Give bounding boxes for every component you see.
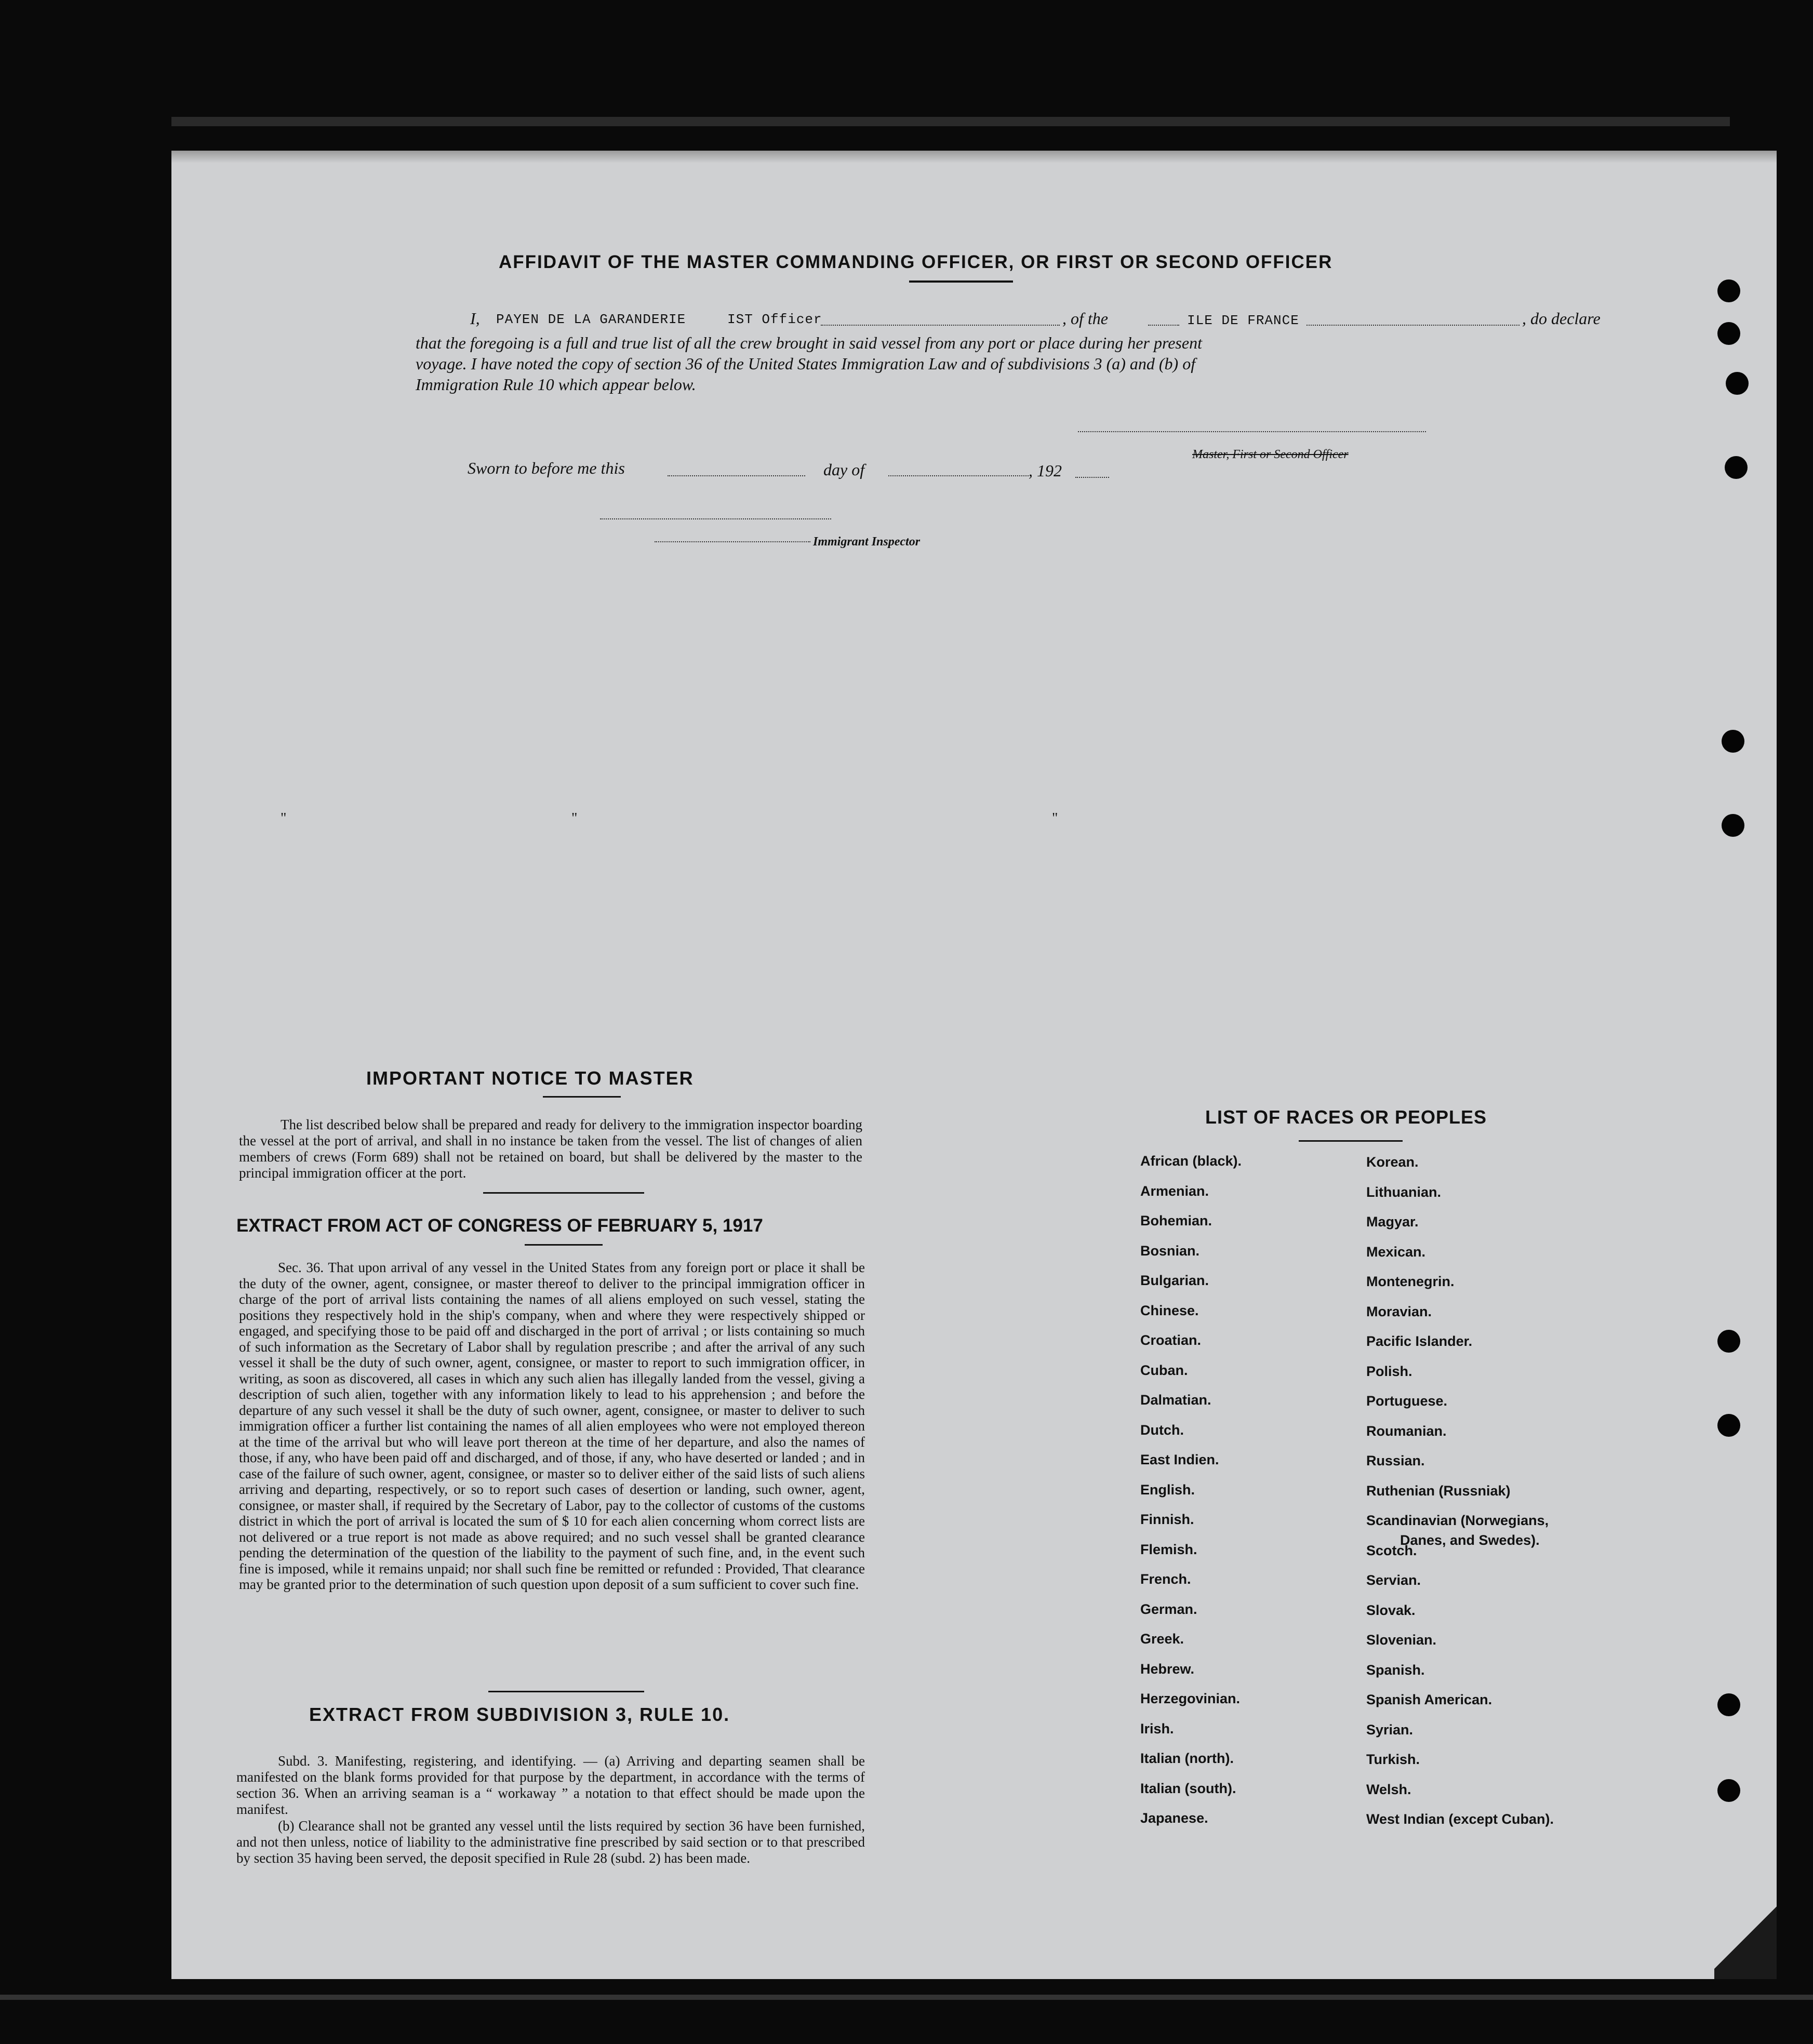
year-prefix-label: , 192 (1029, 461, 1062, 480)
race-item: Greek. (1140, 1631, 1184, 1647)
sworn-month-dotline (888, 475, 1029, 476)
binder-hole (1717, 1779, 1740, 1802)
affidavit-line-2: that the foregoing is a full and true list of all the crew brought in said vessel from any port or place during her present (416, 333, 1202, 352)
race-item: Mexican. (1366, 1244, 1426, 1260)
race-item: Irish. (1140, 1720, 1174, 1736)
race-item: Russian. (1366, 1453, 1425, 1468)
of-the-label: , of the (1062, 309, 1108, 328)
races-left-column (1140, 1153, 1242, 1840)
race-item: Japanese. (1140, 1810, 1208, 1826)
document-page (171, 151, 1777, 1979)
race-item: Magyar. (1366, 1214, 1419, 1230)
scan-band-top (171, 117, 1730, 126)
binder-hole (1717, 1330, 1740, 1353)
race-item: Finnish. (1140, 1512, 1194, 1527)
race-item: Montenegrin. (1366, 1274, 1455, 1289)
race-item: Roumanian. (1366, 1423, 1447, 1439)
do-declare-label: , do declare (1522, 309, 1601, 328)
race-item: Lithuanian. (1366, 1184, 1441, 1200)
race-item: Turkish. (1366, 1752, 1420, 1767)
race-item: Polish. (1366, 1363, 1412, 1379)
inspector-signature-line (655, 541, 810, 542)
binder-hole (1726, 372, 1749, 395)
notice-separator (483, 1192, 644, 1194)
notice-text: The list described below shall be prepared and ready for delivery to the immigration inspector boarding the vessel at the port of arrival, and shall in no instance be taken from the vessel. The list of changes of alien members of crews (Form 689) shall not be retained on board, but shall be delivered by the master to the principal immigration officer at the port. (239, 1117, 862, 1181)
affidavit-i-label: I, (470, 309, 480, 328)
race-item: Dutch. (1140, 1422, 1184, 1438)
race-item: Bohemian. (1140, 1213, 1212, 1228)
page-corner-fold (1714, 1896, 1777, 1979)
ditto-mark-3: " (1052, 810, 1058, 826)
race-item: Syrian. (1366, 1721, 1414, 1738)
binder-hole (1717, 322, 1740, 345)
races-right-column (1366, 1154, 1554, 1841)
officer-rank-field: IST Officer (727, 312, 822, 327)
race-item: French. (1140, 1571, 1191, 1587)
signature-line (1078, 431, 1426, 432)
race-item: Bosnian. (1140, 1243, 1200, 1259)
binder-hole (1725, 456, 1748, 479)
race-item: East Indien. (1140, 1452, 1219, 1467)
sworn-before-label: Sworn to before me this (468, 459, 625, 477)
races-title-rule (1299, 1140, 1403, 1142)
race-item: Scotch. (1366, 1542, 1417, 1558)
affidavit-title-rule (909, 280, 1013, 283)
vessel-dotline-left (1148, 325, 1179, 326)
sworn-year-dotline (1075, 477, 1109, 478)
race-item: Italian (south). (1140, 1780, 1236, 1796)
day-of-label: day of (823, 460, 865, 479)
race-item: Dalmatian. (1140, 1392, 1211, 1408)
affidavit-line-3: voyage. I have noted the copy of section 36 of the United States Immigration Law and of subdivisions 3 (a) and (b) of (416, 354, 1196, 373)
extract-rule-title: EXTRACT FROM SUBDIVISION 3, RULE 10. (309, 1704, 730, 1725)
race-item: Portuguese. (1366, 1393, 1448, 1409)
rank-dotline (821, 325, 1060, 326)
race-item: Moravian. (1366, 1303, 1432, 1319)
race-item: Servian. (1366, 1572, 1421, 1588)
notice-title: IMPORTANT NOTICE TO MASTER (366, 1067, 694, 1089)
race-item: Flemish. (1140, 1541, 1197, 1557)
vessel-dotline-right (1307, 325, 1519, 326)
binder-hole (1717, 279, 1740, 302)
race-item: Spanish American. (1366, 1692, 1492, 1707)
race-item: Slovenian. (1366, 1632, 1437, 1648)
race-item: Ruthenian (Russniak) (1366, 1482, 1511, 1499)
races-right-extra: Danes, and Swedes). (1400, 1532, 1540, 1548)
race-item: German. (1140, 1601, 1197, 1617)
race-item: West Indian (except Cuban). (1366, 1811, 1554, 1827)
scan-band-bottom (0, 1995, 1813, 2000)
extract-act-text: Sec. 36. That upon arrival of any vessel in the United States from any foreign port or place it shall be the duty of the owner, agent, consignee, or master thereof to deliver to the principal immigration officer in charge of the port of arrival lists containing the names of all aliens employed on such vessel, stating the positions they respectively hold in the ship's company, when and where they were respectively shipped or engaged, and specifying those to be paid off and discharged in the port of arrival ; or lists containing so much of such information as the Secretary of Labor shall by regulation prescribe ; and after the arrival of any such vessel it shall be the duty of such owner, agent, consignee, or master to report to such immigration officer, in writing, as soon as discovered, all cases in which any such alien has illegally landed from the vessel, giving a description of such alien, together with any information likely to lead to his apprehension ; and before the departure of any such vessel it shall be the duty of such owner, agent, consignee, or master to deliver to such immigration officer a further list containing the names of all alien employees who were not employed thereon at the time of the arrival but who will leave port thereon at the time of her departure, and also the names of those, if any, who have been paid off and discharged, and of those, if any, who have deserted or landed ; and in case of the failure of such owner, agent, consignee, or master so to deliver either of the said lists of such aliens arriving and departing, respectively, or so to report such cases of desertion or landing, such owner, agent, consignee, or master shall, if required by the Secretary of Labor, pay to the collector of customs of the customs district in which the port of arrival is located the sum of $ 10 for each alien concerning whom correct lists are not delivered or a true report is not made as above required; and no such vessel shall be granted clearance pending the determination of the question of the liability to the payment of such fine, and, in the event such fine is imposed, while it remains unpaid; nor shall such fine be remitted or refunded : Provided, That clearance may be granted prior to the determination of such question upon deposit of a sum sufficient to cover such fine. (239, 1260, 865, 1592)
race-item: Italian (north). (1140, 1751, 1234, 1766)
vessel-name-field: ILE DE FRANCE (1187, 313, 1299, 328)
race-item: Slovak. (1366, 1602, 1416, 1618)
affidavit-line-4: Immigration Rule 10 which appear below. (416, 375, 696, 394)
notice-title-rule (543, 1096, 621, 1098)
binder-hole (1717, 1693, 1740, 1716)
extract-rule-para-b: (b) Clearance shall not be granted any vessel until the lists required by section 36 have been furnished, and not then unless, notice of liability to the administrative fine prescribed by said section or to that prescribed by section 35 having been served, the deposit specified in Rule 28 (subd. 2) has been made. (236, 1818, 865, 1866)
extract-act-rule (525, 1244, 603, 1246)
inspector-upper-line (600, 518, 831, 519)
sworn-day-dotline (668, 475, 805, 476)
race-item: English. (1140, 1481, 1195, 1498)
master-name-field: PAYEN DE LA GARANDERIE (496, 312, 686, 327)
races-title: LIST OF RACES OR PEOPLES (1205, 1106, 1487, 1128)
race-item: Pacific Islander. (1366, 1333, 1473, 1349)
ditto-mark-1: " (281, 810, 287, 826)
extract-rule-para-a: Subd. 3. Manifesting, registering, and identifying. — (a) Arriving and departing seamen shall be manifested on the blank forms provided for that purpose by the department, in accordance with the terms of section 36. When an arriving seaman is a “ workaway ” a notation to that effect should be made upon the manifest. (236, 1753, 865, 1817)
race-item: Welsh. (1366, 1781, 1411, 1797)
extract-act-title: EXTRACT FROM ACT OF CONGRESS OF FEBRUARY 5, 1917 (236, 1215, 763, 1236)
affidavit-title: AFFIDAVIT OF THE MASTER COMMANDING OFFICER, OR FIRST OR SECOND OFFICER (499, 252, 1333, 272)
race-item: Croatian. (1140, 1332, 1202, 1348)
binder-hole (1722, 730, 1744, 753)
race-item: Cuban. (1140, 1362, 1188, 1378)
binder-hole (1717, 1414, 1740, 1437)
rule-separator (488, 1691, 644, 1692)
race-item: Bulgarian. (1140, 1273, 1209, 1288)
race-item: Korean. (1366, 1154, 1419, 1170)
race-item: Spanish. (1366, 1662, 1425, 1678)
race-item: Chinese. (1140, 1302, 1199, 1318)
race-item: Scandinavian (Norwegians, (1366, 1513, 1549, 1528)
race-item: Hebrew. (1140, 1661, 1195, 1677)
ditto-mark-2: " (571, 810, 578, 826)
race-item: Herzegovinian. (1140, 1691, 1241, 1706)
signature-caption: Master, First or Second Officer (1192, 448, 1349, 461)
binder-hole (1722, 814, 1744, 837)
race-item: Armenian. (1140, 1183, 1209, 1199)
inspector-caption: Immigrant Inspector (813, 535, 921, 549)
race-item: African (black). (1140, 1153, 1242, 1169)
